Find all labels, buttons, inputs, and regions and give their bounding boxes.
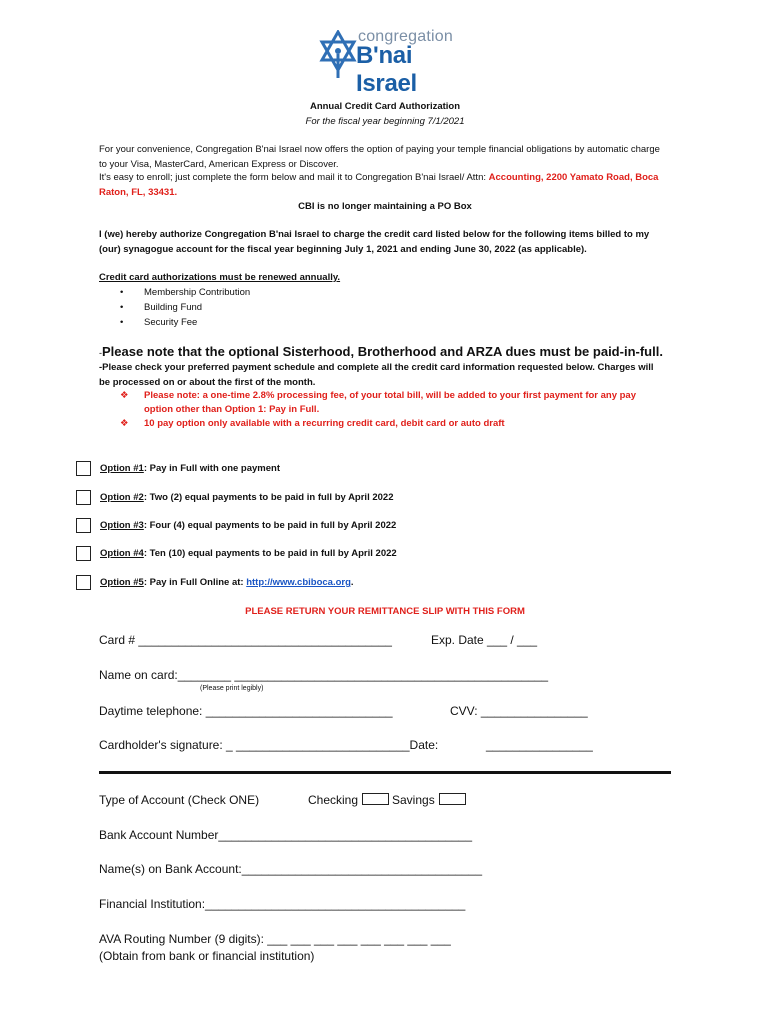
option-label: Option #4 <box>100 548 144 559</box>
fee-notes <box>120 389 664 431</box>
list-item: • Security Fee <box>120 315 250 330</box>
savings-option[interactable] <box>392 793 466 807</box>
routing-hint: (Obtain from bank or financial institution) <box>99 949 315 963</box>
diamond-bullet-icon: ❖ <box>120 390 129 401</box>
name-on-card-field[interactable]: Name on card:________ _______________________________________________ <box>99 668 549 682</box>
logo-line1: congregation <box>358 28 453 45</box>
print-hint: (Please print legibly) <box>200 685 264 692</box>
expiration-date-field[interactable]: Exp. Date ___ / ___ <box>431 633 538 647</box>
option-label: Option #3 <box>100 520 144 531</box>
section-divider <box>99 771 671 774</box>
card-number-field[interactable]: Card # ______________________________________ <box>99 633 392 647</box>
option-text: : Two (2) equal payments to be paid in full by April 2022 <box>143 492 394 503</box>
intro-paragraph-2 <box>99 171 664 200</box>
logo-line2: B'nai Israel <box>356 42 417 97</box>
option-text: : Four (4) equal payments to be paid in full by April 2022 <box>143 520 397 531</box>
bank-account-names-field[interactable]: Name(s) on Bank Account:____________________________________ <box>99 862 482 876</box>
option-5-checkbox[interactable] <box>76 575 91 590</box>
star-of-david-figures-icon <box>318 30 358 80</box>
checking-label: Checking <box>308 793 359 807</box>
schedule-instruction: -Please check your preferred payment schedule and complete all the credit card information requested below. Charges will be processed on or about the first of the month. <box>99 362 654 388</box>
congregation-logo <box>318 24 458 97</box>
dues-note-heading <box>99 344 663 359</box>
account-type-label: Type of Account (Check ONE) <box>99 793 260 807</box>
payment-option-3[interactable] <box>76 518 676 538</box>
cardholder-signature-field[interactable]: Cardholder's signature: _ __________________________Date: <box>99 738 439 752</box>
option-1-checkbox[interactable] <box>76 461 91 476</box>
return-notice: PLEASE RETURN YOUR REMITTANCE SLIP WITH THIS FORM <box>245 606 525 617</box>
dues-note-text: Please note that the optional Sisterhood, Brotherhood and ARZA dues must be paid-in-full. <box>102 344 663 359</box>
signature-date-field[interactable]: ________________ <box>486 738 593 752</box>
savings-checkbox[interactable] <box>439 793 466 805</box>
option-text: : Pay in Full Online at: <box>143 577 247 588</box>
list-item: • Membership Contribution <box>120 285 250 300</box>
dash-prefix: - <box>99 348 102 358</box>
option-4-checkbox[interactable] <box>76 546 91 561</box>
payment-option-5[interactable]: Option #5: Pay in Full Online at: http://www.cbiboca.org. <box>76 575 676 595</box>
list-item: ❖ Please note: a one-time 2.8% processing fee, of your total bill, will be added to your first payment for any pay option other than Option 1: Pay in Full. <box>120 390 636 415</box>
option-3-checkbox[interactable] <box>76 518 91 533</box>
payment-option-2[interactable] <box>76 490 676 510</box>
intro-lead: It's easy to enroll; just complete the form below and mail it to Congregation B'nai Israel/ Attn: <box>99 172 489 183</box>
bank-account-number-field[interactable]: Bank Account Number______________________________________ <box>99 828 473 842</box>
daytime-telephone-field[interactable]: Daytime telephone: ____________________________ <box>99 704 393 718</box>
option-text: : Pay in Full with one payment <box>143 463 280 474</box>
savings-label: Savings <box>392 793 435 807</box>
form-subtitle: For the fiscal year beginning 7/1/2021 <box>305 116 465 127</box>
checking-option[interactable] <box>308 793 389 807</box>
option-text: : Ten (10) equal payments to be paid in full by April 2022 <box>143 548 397 559</box>
authorization-statement: I (we) hereby authorize Congregation B'nai Israel to charge the credit card listed below for the following items billed to my (our) synagogue account for the fiscal year beginning July 1, 2021 and ending June 30, 2022 (as applicable). <box>99 229 650 255</box>
option-label: Option #1 <box>100 463 144 474</box>
checking-checkbox[interactable] <box>362 793 389 805</box>
mailing-address: Accounting, 2200 Yamato Road, Boca Raton, FL, 33431. <box>99 172 659 198</box>
diamond-bullet-icon: ❖ <box>120 418 129 429</box>
option-label: Option #2 <box>100 492 144 503</box>
po-box-notice: CBI is no longer maintaining a PO Box <box>298 201 472 212</box>
financial-institution-field[interactable]: Financial Institution:_______________________________________ <box>99 897 466 911</box>
renewal-heading: Credit card authorizations must be renewed annually. <box>99 272 341 283</box>
cvv-field[interactable]: CVV: ________________ <box>450 704 588 718</box>
payment-option-1[interactable] <box>76 461 676 481</box>
intro-paragraph-1: For your convenience, Congregation B'nai Israel now offers the option of paying your temple financial obligations by automatic charge to your Visa, MasterCard, American Express or Discover. <box>99 144 660 170</box>
payment-option-4[interactable] <box>76 546 676 566</box>
list-item: ❖ 10 pay option only available with a recurring credit card, debit card or auto draft <box>120 418 505 429</box>
list-item: • Building Fund <box>120 300 250 315</box>
option-label: Option #5 <box>100 577 144 588</box>
option-2-checkbox[interactable] <box>76 490 91 505</box>
routing-number-field[interactable]: AVA Routing Number (9 digits): ___ ___ ___ ___ ___ ___ ___ ___ <box>99 932 451 946</box>
form-title: Annual Credit Card Authorization <box>309 101 461 112</box>
website-link[interactable]: http://www.cbiboca.org <box>246 577 351 588</box>
renewal-items <box>120 285 250 330</box>
